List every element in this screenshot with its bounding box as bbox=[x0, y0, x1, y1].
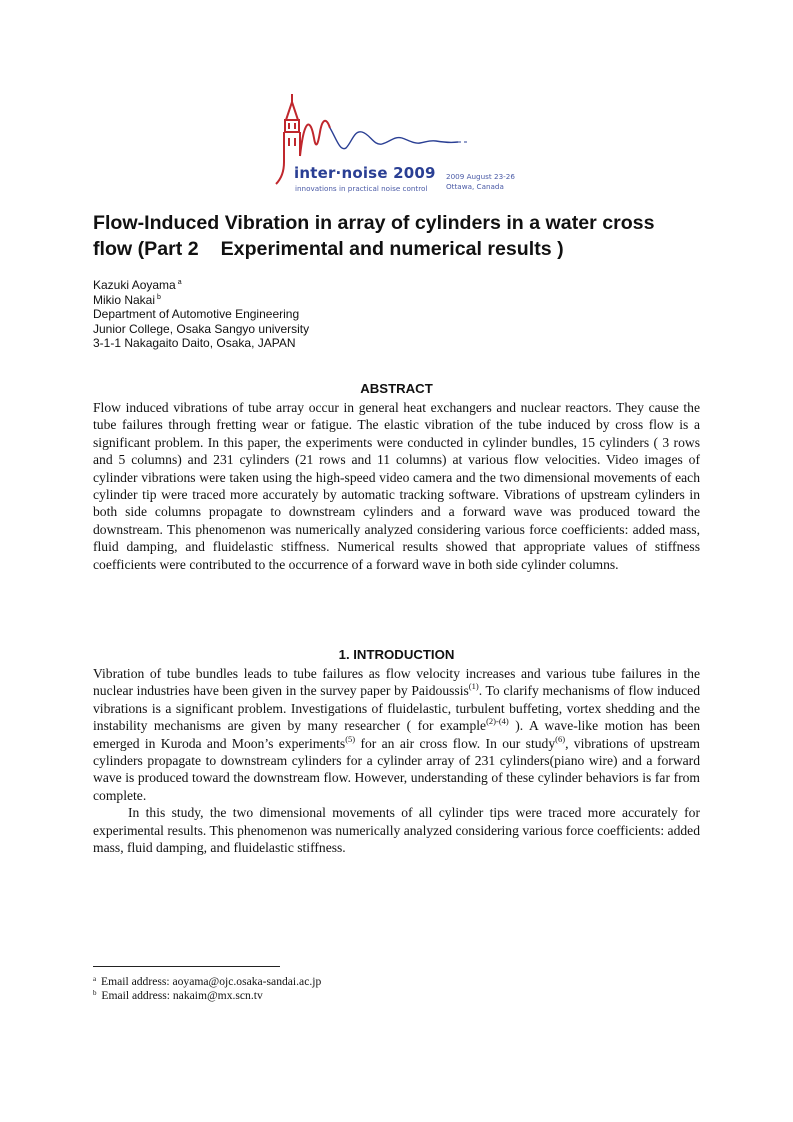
affiliation-college: Junior College, Osaka Sangyo university bbox=[93, 321, 310, 336]
author-2-name: Mikio Nakai bbox=[93, 292, 156, 307]
footnote-a-text: Email address: aoyama@ojc.osaka-sandai.ac.jp bbox=[98, 975, 322, 988]
citation-1: (1) bbox=[468, 681, 479, 692]
author-1-mark: a bbox=[177, 279, 182, 286]
paper-title bbox=[93, 210, 713, 262]
conference-logo bbox=[268, 92, 538, 202]
footnotes bbox=[93, 975, 321, 1003]
citation-2-4: (2)-(4) bbox=[486, 716, 509, 727]
intro-text-segment: . To clarify mechanisms of flow induced vibrations is a significant problem. Investigations of fluidelastic, turbulent buffeting, vortex shedding and the instability mechanisms are given by many researcher ( for example bbox=[93, 683, 700, 734]
introduction-body bbox=[93, 665, 700, 856]
abstract-body bbox=[93, 399, 700, 573]
conference-tagline: innovations in practical noise control bbox=[295, 184, 428, 193]
citation-5: (5) bbox=[345, 733, 356, 744]
author-2-mark: b bbox=[157, 293, 161, 301]
introduction-paragraph-2: In this study, the two dimensional movements of all cylinder tips were traced more accurately for experimental results. This phenomenon was numerically analyzed considering various force coefficients: added mass, fluid damping, and fluidelastic stiffness. bbox=[93, 805, 700, 856]
footnote-a-mark: a bbox=[93, 975, 97, 983]
title-line-2 bbox=[93, 236, 713, 262]
footnote-b-text: Email address: nakaim@mx.scn.tv bbox=[98, 989, 263, 1002]
introduction-heading: 1. INTRODUCTION bbox=[338, 647, 455, 662]
footnote-b-mark: b bbox=[93, 989, 97, 997]
affiliation-department: Department of Automotive Engineering bbox=[93, 307, 300, 322]
intro-text-segment: , vibrations of upstream cylinders propagate to downstream cylinders for a cylinder array of 231 cylinders(piano wire) and a forward wave is produced toward the downstream flow. However, understanding of these cylinder behaviors is far from complete. bbox=[93, 735, 700, 803]
footnote-divider bbox=[93, 966, 280, 967]
author-block bbox=[93, 278, 309, 351]
introduction-paragraph-1 bbox=[93, 665, 700, 804]
abstract-heading: ABSTRACT bbox=[360, 381, 433, 396]
title-line-2-part-a: flow (Part 2 bbox=[93, 238, 199, 260]
author-1 bbox=[93, 278, 309, 293]
conference-date: 2009 August 23-26 bbox=[446, 172, 515, 181]
author-1-name: Kazuki Aoyama bbox=[93, 278, 176, 292]
title-line-1: Flow-Induced Vibration in array of cylinders in a water cross bbox=[93, 212, 655, 234]
intro-text-segment: ). A wave-like motion has been emerged in Kuroda and Moon’s experiments bbox=[93, 718, 700, 751]
abstract-paragraph: Flow induced vibrations of tube array occur in general heat exchangers and nuclear reactors. They cause the tube failures through fretting wear or fatigue. The elastic vibration of the tube induced by cross flow is a significant problem. In this paper, the experiments were conducted in cylinder bundles, 15 cylinders ( 3 rows and 5 columns) and 231 cylinders (21 rows and 11 columns) at various flow velocities. Video images of cylinder vibrations were taken using the high-speed video camera and the two dimensional movements of each cylinder tip were traced more accurately by automatic tracking software. Vibrations of upstream cylinders in both side columns propagate to downstream cylinders and a forward wave was produced toward the downstream. This phenomenon was numerically analyzed considering various force coefficients: added mass, fluid damping, and fluidelastic stiffness. Numerical results showed that appropriate values of stiffness coefficients were contributed to the occurrence of a forward wave in both side cylinder columns. bbox=[93, 400, 700, 572]
author-2 bbox=[93, 293, 309, 308]
citation-6: (6) bbox=[555, 733, 566, 744]
footnote-a bbox=[93, 975, 321, 989]
footnote-b bbox=[93, 989, 321, 1003]
title-line-2-part-b: Experimental and numerical results ) bbox=[220, 238, 564, 260]
conference-name: inter·noise 2009 bbox=[294, 164, 436, 182]
conference-date-location bbox=[446, 172, 515, 192]
intro-text-segment: for an air cross flow. In our study bbox=[355, 735, 556, 751]
affiliation-address: 3-1-1 Nakagaito Daito, Osaka, JAPAN bbox=[93, 336, 296, 351]
conference-location: Ottawa, Canada bbox=[446, 182, 504, 191]
intro-text-segment: Vibration of tube bundles leads to tube failures as flow velocity increases and various tube failures in the nuclear industries have been given in the survey paper by Paidoussis bbox=[93, 666, 700, 699]
